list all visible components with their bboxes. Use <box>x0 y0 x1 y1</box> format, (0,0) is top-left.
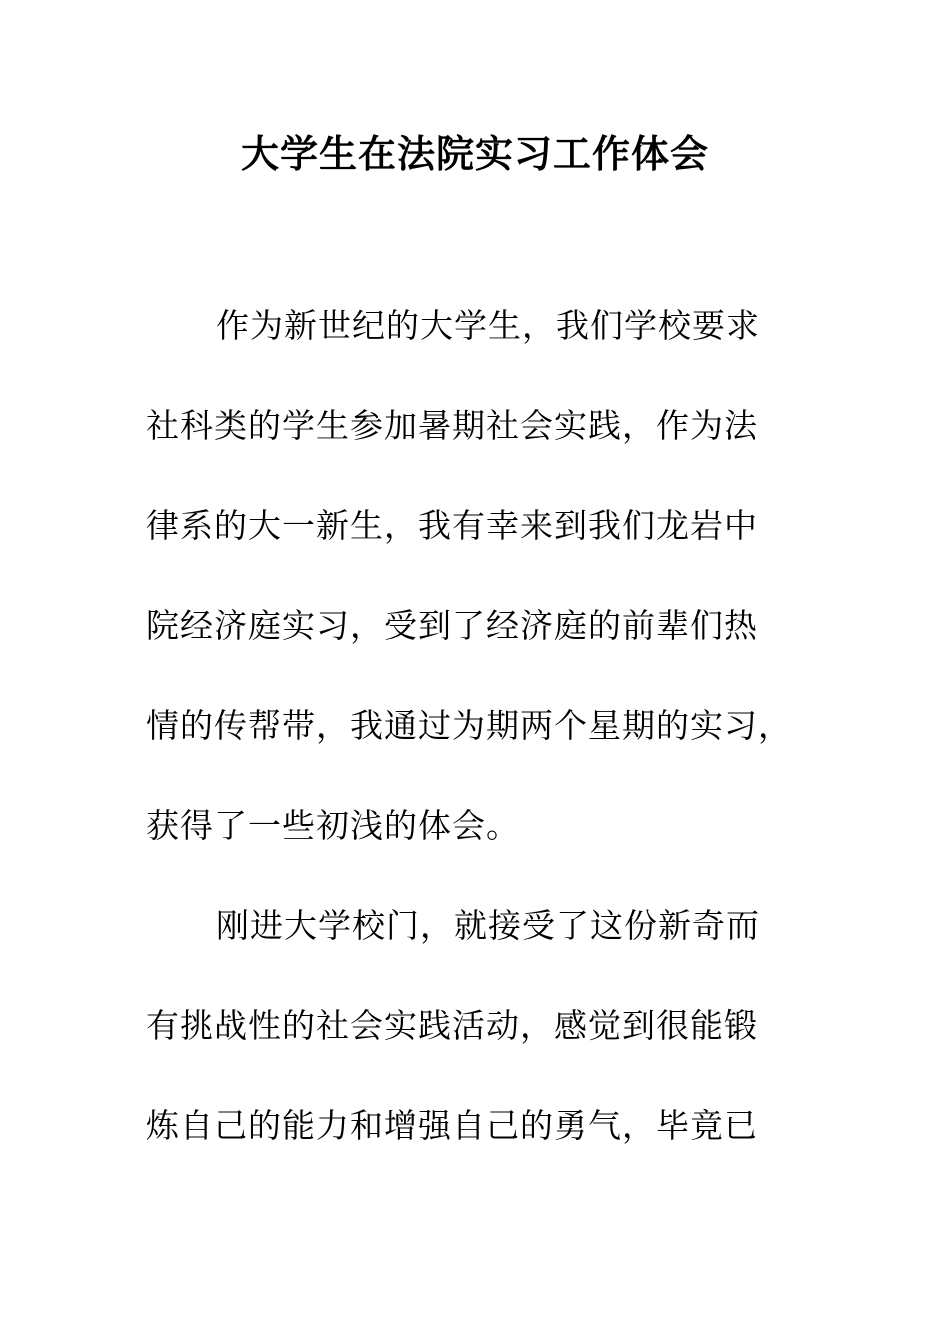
paragraph-2-line-3: 炼自己的能力和增强自己的勇气，毕竟已 <box>146 1106 758 1145</box>
document-title: 大学生在法院实习工作体会 <box>240 131 709 176</box>
paragraph-1-line-1: 作为新世纪的大学生，我们学校要求 <box>216 306 760 345</box>
paragraph-1-line-5: 情的传帮带，我通过为期两个星期的实习， <box>146 706 792 745</box>
document-body <box>146 300 806 1200</box>
paragraph-1-line-2: 社科类的学生参加暑期社会实践，作为法 <box>146 406 758 445</box>
paragraph-1-line-4: 院经济庭实习，受到了经济庭的前辈们热 <box>146 606 758 645</box>
paragraph-1-line-6: 获得了一些初浅的体会。 <box>146 806 520 845</box>
paragraph-2-line-2: 有挑战性的社会实践活动，感觉到很能锻 <box>146 1006 758 1045</box>
paragraph-2-line-1: 刚进大学校门，就接受了这份新奇而 <box>216 906 760 945</box>
paragraph-1-line-3: 律系的大一新生，我有幸来到我们龙岩中 <box>146 506 758 545</box>
